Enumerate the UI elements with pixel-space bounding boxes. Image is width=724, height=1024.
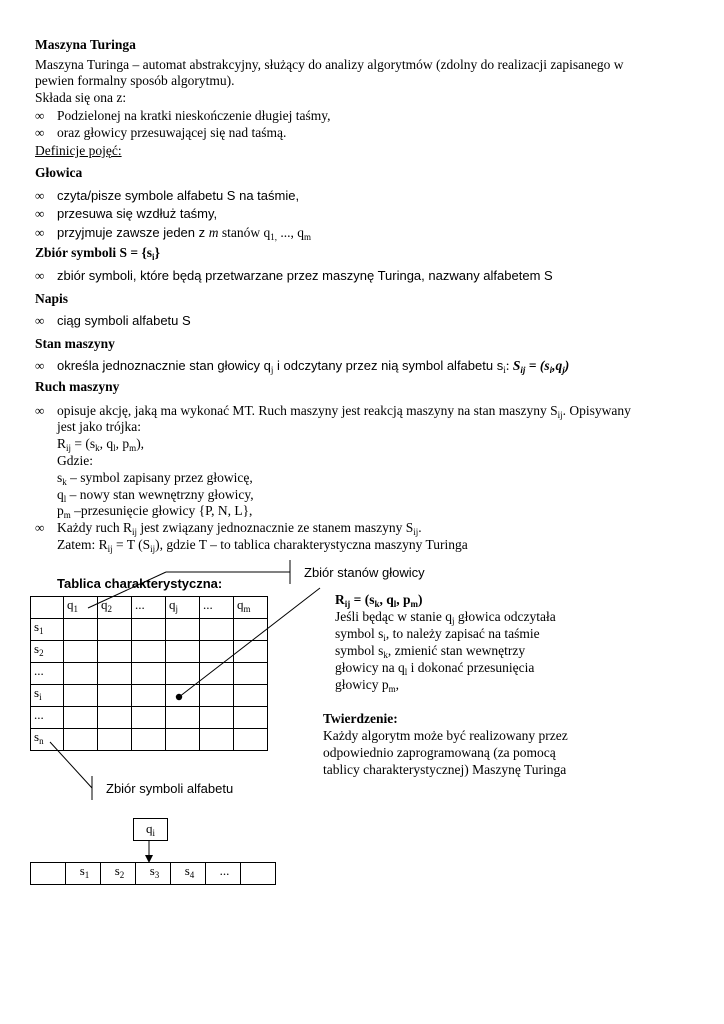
intro-item-1: Podzielonej na kratki nieskończenie długiej taśmy, <box>57 108 331 123</box>
rule-line-5: głowicy $p_m$, <box>335 677 400 694</box>
row-header: $s_n$ <box>31 729 64 751</box>
row-header: $s_1$ <box>31 619 64 641</box>
row-header: ... <box>31 707 64 729</box>
bullet-infinity-icon: ∞ <box>35 206 45 221</box>
intro-item-2: oraz głowicy przesuwającej się nad taśmą. <box>57 125 287 140</box>
glowica-item-1: czyta/pisze symbole alfabetu S na taśmie, <box>57 188 300 203</box>
heading-stan: Stan maszyny <box>35 336 115 351</box>
col-header: $q_j$ <box>166 597 200 619</box>
bullet-infinity-icon: ∞ <box>35 313 45 328</box>
col-header: ... <box>200 597 234 619</box>
ruch-kazdy: Każdy ruch $R_{ij}$ jest związany jednoznacznie ze stanem maszyny $S_{ij}$. <box>57 520 422 537</box>
ruch-zatem: Zatem: $R_{ij} = T$ $(S_{ij})$, gdzie T – to tablica charakterystyczna maszyny Turinga <box>57 537 468 554</box>
theorem-heading: Twierdzenie: <box>323 711 398 726</box>
theorem-line-3: tablicy charakterystycznej) Maszynę Turinga <box>323 762 567 777</box>
bullet-infinity-icon: ∞ <box>35 403 45 418</box>
tape-cell: $s_1$ <box>66 863 101 885</box>
tape-cell <box>241 863 276 885</box>
ruch-pm: $p_m$ –przesunięcie głowicy {P, N, L}, <box>57 503 253 520</box>
page-title: Maszyna Turinga <box>35 37 136 52</box>
ruch-gdzie: Gdzie: <box>57 453 93 468</box>
intro-consists: Składa się ona z: <box>35 90 127 105</box>
heading-napis: Napis <box>35 291 69 306</box>
bullet-infinity-icon: ∞ <box>35 268 45 283</box>
tape-cell: $s_3$ <box>136 863 171 885</box>
definitions-label: Definicje pojęć: <box>35 143 122 158</box>
col-header: $q_m$ <box>234 597 268 619</box>
rule-line-3: symbol $s_k$, zmienić stan wewnętrzy <box>335 643 526 660</box>
characteristic-table <box>30 596 268 751</box>
glowica-item-2: przesuwa się wzdłuż taśmy, <box>57 206 218 221</box>
heading-zbior: Zbiór symboli $S = \{s_i\}$ <box>35 245 160 262</box>
ruch-desc-1: opisuje akcję, jaką ma wykonać MT. Ruch maszyny jest reakcją maszyny na stan maszyny $S_{ij}$. Opisywany <box>57 403 631 420</box>
heading-ruch: Ruch maszyny <box>35 379 120 394</box>
theorem-line-1: Każdy algorytm może być realizowany przez <box>323 728 568 743</box>
ruch-triple: $R_{ij} = (s_k$, $q_l$, $p_m$), <box>57 436 145 453</box>
table-title: Tablica charakterystyczna: <box>57 576 223 591</box>
heading-glowica: Głowica <box>35 165 83 180</box>
tape-cell: ... <box>206 863 241 885</box>
bullet-infinity-icon: ∞ <box>35 520 45 535</box>
tape-cell <box>31 863 66 885</box>
table-corner <box>31 597 64 619</box>
zbior-item: zbiór symboli, które będą przetwarzane przez maszynę Turinga, nazwany alfabetem S <box>57 268 553 283</box>
napis-item: ciąg symboli alfabetu S <box>57 313 191 328</box>
col-header: ... <box>132 597 166 619</box>
ruch-desc-2: jest jako trójka: <box>57 419 141 434</box>
rule-line-4: głowicy na $q_l$ i dokonać przesunięcia <box>335 660 535 677</box>
rule-line-2: symbol $s_i$, to należy zapisać na taśmie <box>335 626 540 643</box>
row-header: ... <box>31 663 64 685</box>
stan-item: określa jednoznacznie stan głowicy $q_j$ i odczytany przez nią symbol alfabetu $s_i$: $S_{ij} = (s_i,q_j)$ <box>57 358 570 375</box>
bullet-infinity-icon: ∞ <box>35 125 45 140</box>
theorem-line-2: odpowiednio zaprogramowaną (za pomocą <box>323 745 556 760</box>
glowica-item-3: przyjmuje zawsze jeden z m stanów $q_{1,}$ ..., $q_m$ <box>57 225 311 242</box>
ruch-sk: $s_k$ – symbol zapisany przez głowicę, <box>57 470 253 487</box>
intro-lead-2: pewien formalny sposób algorytmu). <box>35 73 235 88</box>
row-header: $s_i$ <box>31 685 64 707</box>
intro-lead: Maszyna Turinga – automat abstrakcyjny, służący do analizy algorytmów (zdolny do realizacji zapisanego w <box>35 57 624 72</box>
tape-head-box: $q_i$ <box>133 818 168 841</box>
tape <box>30 862 276 885</box>
rule-heading: $R_{ij} = (s_k$, $q_l$, $p_m$) <box>335 592 423 609</box>
tape-cell: $s_2$ <box>101 863 136 885</box>
row-header: $s_2$ <box>31 641 64 663</box>
ruch-ql: $q_l$ – nowy stan wewnętrzny głowicy, <box>57 487 254 504</box>
bullet-infinity-icon: ∞ <box>35 225 45 240</box>
tape-cell: $s_4$ <box>171 863 206 885</box>
symbols-label: Zbiór symboli alfabetu <box>106 781 234 796</box>
bullet-infinity-icon: ∞ <box>35 188 45 203</box>
col-header: $q_2$ <box>98 597 132 619</box>
rule-line-1: Jeśli będąc w stanie $q_j$ głowica odczytała <box>335 609 556 626</box>
bullet-infinity-icon: ∞ <box>35 108 45 123</box>
bullet-infinity-icon: ∞ <box>35 358 45 373</box>
col-header: $q_1$ <box>64 597 98 619</box>
states-label: Zbiór stanów głowicy <box>304 565 425 580</box>
